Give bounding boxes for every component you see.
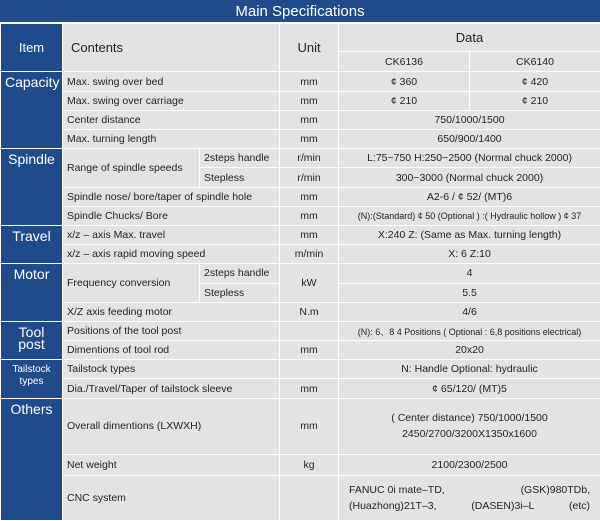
cnc-fanuc: FANUC 0i mate–TD, — [349, 484, 445, 497]
row-unit: mm — [280, 206, 339, 225]
page-title: Main Specifications — [0, 0, 600, 23]
category-capacity: Capacity — [1, 72, 63, 149]
row-content: Range of spindle speeds — [63, 149, 200, 187]
row-unit: mm — [280, 341, 339, 360]
table-row — [1, 206, 600, 225]
row-content: x/z – axis Max. travel — [63, 225, 280, 244]
row-unit: mm — [280, 225, 339, 244]
table-row — [1, 110, 600, 129]
model-ck6140: CK6140 — [470, 52, 600, 72]
header-unit: Unit — [280, 24, 339, 72]
row-value: L:75~750 H:250~2500 (Normal chuck 2000) — [339, 149, 600, 168]
row-value: (N):(Standard) ¢ 50 (Optional ) :( Hydraulic hollow ) ¢ 37 — [339, 206, 600, 225]
row-value: 4 — [339, 264, 600, 283]
row-unit: kg — [280, 455, 339, 476]
row-content: Max. turning length — [63, 130, 280, 149]
table-row — [1, 245, 600, 264]
row-value: 2100/2300/2500 — [339, 455, 600, 476]
table-row — [1, 225, 600, 244]
table-row — [1, 149, 600, 168]
row-content: CNC system — [63, 476, 280, 521]
row-content: Max. swing over bed — [63, 72, 280, 91]
row-content: Spindle nose/ bore/taper of spindle hole — [63, 187, 280, 206]
cnc-huazhong: (Huazhong)21T–3, — [349, 500, 437, 513]
row-value: 4/6 — [339, 302, 600, 321]
row-value-ck6140: ¢ 210 — [470, 91, 600, 110]
category-tool-post: Tool post — [1, 321, 63, 359]
header-contents: Contents — [63, 24, 280, 72]
spec-table — [0, 23, 600, 521]
row-unit: mm — [280, 187, 339, 206]
category-tailstock: Tailstock types — [1, 360, 63, 398]
row-unit: mm — [280, 130, 339, 149]
table-row — [1, 476, 600, 521]
table-row — [1, 302, 600, 321]
row-unit: r/min — [280, 168, 339, 187]
cnc-gsk: (GSK)980TDb, — [520, 484, 591, 497]
table-row — [1, 455, 600, 476]
table-row — [1, 130, 600, 149]
table-row — [1, 379, 600, 398]
row-content: x/z – axis rapid moving speed — [63, 245, 280, 264]
row-unit: mm — [280, 91, 339, 110]
row-sub-label: 2steps handle — [200, 264, 280, 283]
row-value-ck6136: ¢ 210 — [339, 91, 470, 110]
row-value: N: Handle Optional: hydraulic — [339, 360, 600, 379]
table-row — [1, 187, 600, 206]
row-value: 750/1000/1500 — [339, 110, 600, 129]
row-value: 20x20 — [339, 341, 600, 360]
table-row — [1, 321, 600, 340]
row-content: Dimentions of tool rod — [63, 341, 280, 360]
table-row — [1, 360, 600, 379]
row-sub-label: Stepless — [200, 283, 280, 302]
dims-line-1: ( Center distance) 750/1000/1500 — [391, 412, 548, 425]
cnc-line-2 — [343, 498, 596, 514]
row-unit: m/min — [280, 245, 339, 264]
table-row — [1, 91, 600, 110]
row-value: 300~3000 (Normal chuck 2000) — [339, 168, 600, 187]
cnc-line-1 — [343, 482, 596, 498]
cnc-etc: (etc) — [569, 500, 591, 513]
row-unit — [280, 321, 339, 340]
row-value: A2-6 / ¢ 52/ (MT)6 — [339, 187, 600, 206]
row-unit — [280, 476, 339, 521]
row-unit: N.m — [280, 302, 339, 321]
row-content: Max. swing over carriage — [63, 91, 280, 110]
row-value: ¢ 65/120/ (MT)5 — [339, 379, 600, 398]
row-value: X: 6 Z:10 — [339, 245, 600, 264]
category-spindle: Spindle — [1, 149, 63, 226]
row-unit: mm — [280, 72, 339, 91]
row-content: Positions of the tool post — [63, 321, 280, 340]
cnc-dasen: (DASEN)3i–L — [471, 500, 535, 513]
header-data: Data — [339, 24, 600, 52]
row-sub-label: Stepless — [200, 168, 280, 187]
row-content: X/Z axis feeding motor — [63, 302, 280, 321]
row-value-ck6140: ¢ 420 — [470, 72, 600, 91]
row-value: 5.5 — [339, 283, 600, 302]
table-row — [1, 341, 600, 360]
row-unit: kW — [280, 264, 339, 302]
row-unit: r/min — [280, 149, 339, 168]
row-content: Center distance — [63, 110, 280, 129]
row-value: X:240 Z: (Same as Max. turning length) — [339, 225, 600, 244]
category-others: Others — [1, 398, 63, 520]
model-ck6136: CK6136 — [339, 52, 470, 72]
row-value — [339, 476, 600, 521]
row-unit: mm — [280, 379, 339, 398]
table-row — [1, 398, 600, 455]
row-content: Tailstock types — [63, 360, 280, 379]
header-row — [1, 24, 600, 52]
row-value: 650/900/1400 — [339, 130, 600, 149]
category-travel: Travel — [1, 225, 63, 263]
row-content: Spindle Chucks/ Bore — [63, 206, 280, 225]
table-row — [1, 72, 600, 91]
table-row — [1, 264, 600, 283]
row-content: Overall dimentions (LXWXH) — [63, 398, 280, 455]
row-value — [339, 398, 600, 455]
dims-line-2: 2450/2700/3200X1350x1600 — [402, 428, 537, 441]
row-value: (N): 6、8 4 Positions ( Optional : 6,8 positions electrical) — [339, 321, 600, 340]
row-unit: mm — [280, 110, 339, 129]
row-content: Frequency conversion — [63, 264, 200, 302]
row-content: Dia./Travel/Taper of tailstock sleeve — [63, 379, 280, 398]
row-content: Net weight — [63, 455, 280, 476]
row-unit — [280, 360, 339, 379]
row-value-ck6136: ¢ 360 — [339, 72, 470, 91]
row-sub-label: 2steps handle — [200, 149, 280, 168]
row-unit: mm — [280, 398, 339, 455]
category-motor: Motor — [1, 264, 63, 322]
header-item: Item — [1, 24, 63, 72]
